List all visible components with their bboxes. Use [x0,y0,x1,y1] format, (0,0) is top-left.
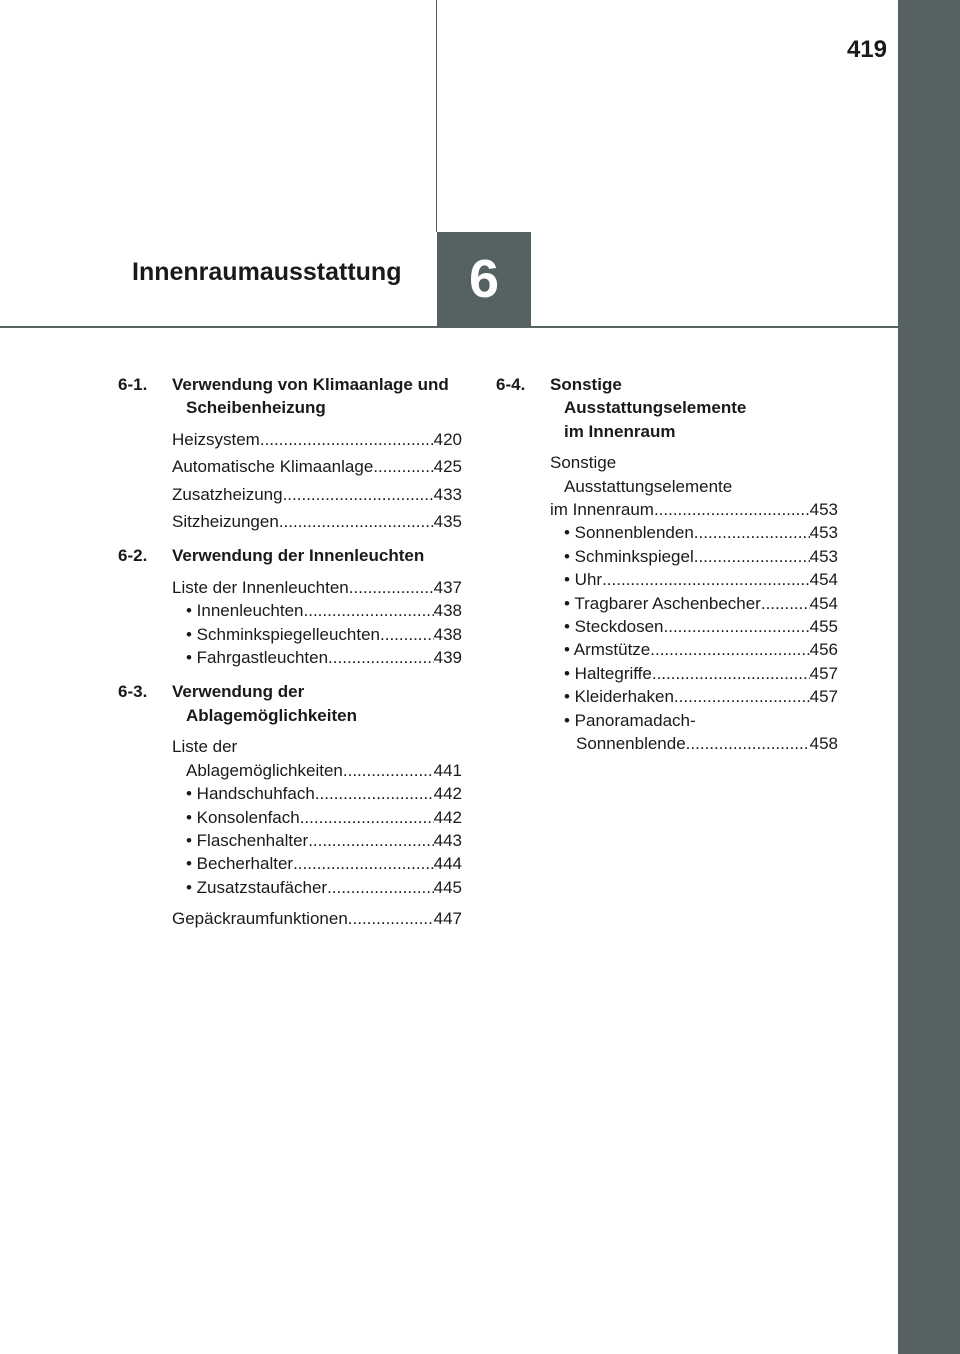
subentry-page: 438 [433,624,462,644]
subentry-label: • Uhr [564,570,603,590]
dot-leader [652,662,810,685]
subentry-page: 453 [809,546,838,566]
entry-label: Zusatzheizung [172,484,283,504]
dot-leader [327,876,434,899]
toc-section-6-3 [118,680,462,930]
toc-section-6-1 [118,373,462,533]
entry-page: 441 [433,760,462,780]
subentry-label: • Haltegriffe [564,663,652,683]
chapter-title: Innenraumausstattung [132,258,402,286]
dot-leader [694,545,810,568]
subentry-page: 457 [809,687,838,707]
dot-leader [373,455,433,478]
toc-subentry[interactable] [564,638,838,661]
toc-subentry[interactable] [564,568,838,591]
entry-label-continued: Ablagemöglichkeiten [186,760,343,780]
subentry-label: • Fahrgastleuchten [186,648,329,668]
dot-leader [761,592,810,615]
dot-leader [650,638,809,661]
toc-subentry[interactable] [564,662,838,685]
dot-leader [308,829,433,852]
section-title[interactable]: Verwendung der Ablagemöglichkeiten [172,682,357,725]
toc-entry[interactable] [172,735,462,782]
chapter-number-box: 6 [437,232,531,327]
dot-leader [279,510,434,533]
toc-entry[interactable] [172,428,462,451]
entry-label: Automatische Klimaanlage [172,457,374,477]
subentry-page: 458 [809,734,838,754]
section-number: 6-4. [496,375,526,394]
entry-page: 433 [433,484,462,504]
dot-leader [664,615,810,638]
toc-left-column [118,373,462,942]
subentry-page: 457 [809,663,838,683]
entry-label: Sitzheizungen [172,512,279,532]
toc-subentry[interactable] [564,709,838,756]
toc-entry[interactable] [172,483,462,506]
subentry-label: • Zusatzstaufächer [186,877,328,897]
dot-leader [283,483,434,506]
entry-page: 447 [433,909,462,929]
subentry-label: • Handschuhfach [186,784,315,804]
subentry-page: 456 [809,640,838,660]
toc-subentries [550,521,838,755]
toc-subentry[interactable] [564,521,838,544]
entry-page: 437 [433,577,462,597]
toc-subentry[interactable] [564,685,838,708]
entry-label-continued: im Innenraum [550,500,654,520]
entry-page: 420 [433,429,462,449]
section-title-line: Sonstige [550,375,622,394]
subentry-page: 442 [433,784,462,804]
toc-subentry[interactable] [186,599,462,622]
entry-page: 425 [433,457,462,477]
subentry-label: • Flaschenhalter [186,830,309,850]
subentry-label: • Schminkspiegelleuchten [186,624,381,644]
subentry-page: 443 [433,830,462,850]
subentry-page: 454 [809,593,838,613]
toc-subentry[interactable] [564,615,838,638]
dot-leader [260,428,434,451]
subentry-page: 439 [433,648,462,668]
dot-leader [674,685,810,708]
dot-leader [348,907,434,930]
entry-label: Heizsystem [172,429,260,449]
toc-subentry[interactable] [564,545,838,568]
subentry-page: 438 [433,601,462,621]
subentry-label: • Sonnenblenden [564,523,694,543]
section-title[interactable] [550,373,838,443]
toc-entry[interactable] [172,455,462,478]
section-title-line: im Innenraum [564,421,676,441]
toc-entry[interactable] [172,510,462,533]
subentry-label: • Becherhalter [186,854,294,874]
section-number: 6-2. [118,546,148,566]
subentry-page: 442 [433,807,462,827]
entry-label: Liste der [172,737,238,757]
subentry-label: • Tragbarer Aschenbecher [564,593,761,613]
subentry-label: • Konsolenfach [186,807,300,827]
toc-subentry[interactable] [186,623,462,646]
toc-subentry[interactable] [186,806,462,829]
toc-subentries [172,599,462,669]
chapter-sidebar-tab [898,0,960,1354]
dot-leader [654,498,810,521]
entry-label: Sonstige [550,453,617,473]
entry-page: 453 [809,500,838,520]
toc-section-6-4 [496,373,838,756]
subentry-label: • Schminkspiegel [564,546,694,566]
entry-label-continued: Ausstattungselemente [564,476,733,496]
subentry-page: 455 [809,617,838,637]
section-title-line: Ausstattungselemente [564,398,747,418]
page-number: 419 [846,36,887,63]
toc-entry[interactable] [550,451,838,521]
toc-subentry[interactable] [186,829,462,852]
toc-subentry[interactable] [186,876,462,899]
entry-page: 435 [433,512,462,532]
toc-subentry[interactable] [186,852,462,875]
section-title[interactable]: Verwendung der Innenleuchten [172,546,425,566]
section-number: 6-3. [118,682,148,702]
toc-subentries [172,782,462,899]
dot-leader [328,646,434,669]
toc-entry[interactable] [172,907,462,930]
toc-subentry[interactable] [186,782,462,805]
subentry-label: • Panoramadach- [564,710,696,730]
dot-leader [349,576,434,599]
entry-label: Liste der Innenleuchten [172,577,349,597]
section-number: 6-1. [118,375,148,394]
subentry-label: • Innenleuchten [186,601,304,621]
subentry-page: 453 [809,523,838,543]
section-title[interactable]: Verwendung von Klimaanlage und Scheibenheizung [172,375,449,418]
dot-leader [315,782,434,805]
subentry-label-continued: Sonnenblende [576,734,686,754]
subentry-label: • Armstütze [564,640,651,660]
header-vertical-rule [436,0,437,232]
toc-subentry[interactable] [186,646,462,669]
dot-leader [343,759,434,782]
subentry-page: 444 [433,854,462,874]
dot-leader [694,521,810,544]
toc-entry[interactable] [172,576,462,599]
subentry-page: 445 [433,877,462,897]
entry-label: Gepäckraumfunktionen [172,909,348,929]
subentry-page: 454 [809,570,838,590]
toc-right-column [496,373,838,767]
dot-leader [293,852,434,875]
toc-subentry[interactable] [564,592,838,615]
dot-leader [602,568,810,591]
subentry-label: • Kleiderhaken [564,687,674,707]
dot-leader [300,806,434,829]
dot-leader [304,599,434,622]
toc-section-6-2 [118,544,462,669]
dot-leader [686,732,810,755]
dot-leader [380,623,434,646]
subentry-label: • Steckdosen [564,617,664,637]
